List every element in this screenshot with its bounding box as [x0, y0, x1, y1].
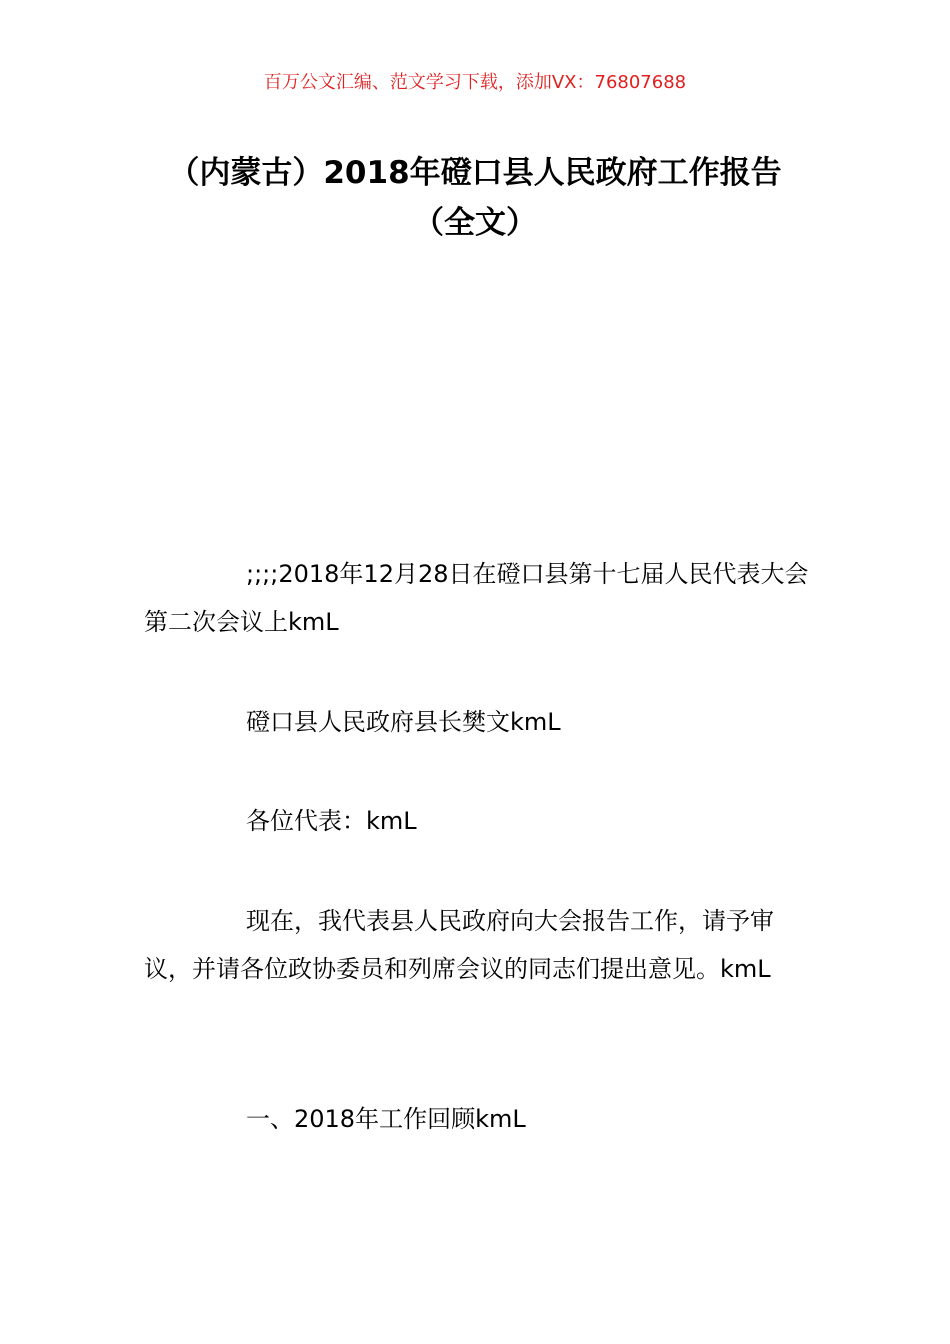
paragraph-speaker	[144, 698, 810, 746]
paragraph-salutation	[144, 797, 810, 845]
paragraph-opening	[144, 897, 810, 993]
paragraph-text: 一、2018年工作回顾kmL	[246, 1105, 526, 1133]
document-title: （内蒙古）2018年磴口县人民政府工作报告（全文）	[168, 155, 782, 241]
paragraph-text: ;;;;2018年12月28日在磴口县第十七届人民代表大会第二次会议上kmL	[144, 560, 809, 636]
section-heading	[144, 1095, 810, 1143]
paragraph-text: 磴口县人民政府县长樊文kmL	[246, 708, 561, 736]
paragraph-text: 现在，我代表县人民政府向大会报告工作，请予审议，并请各位政协委员和列席会议的同志们提出意见。kmL	[144, 907, 774, 983]
header-note: 百万公文汇编、范文学习下载，添加VX：76807688	[263, 72, 687, 93]
paragraph-text: 各位代表：kmL	[246, 807, 417, 835]
paragraph-meeting-info	[144, 550, 810, 646]
